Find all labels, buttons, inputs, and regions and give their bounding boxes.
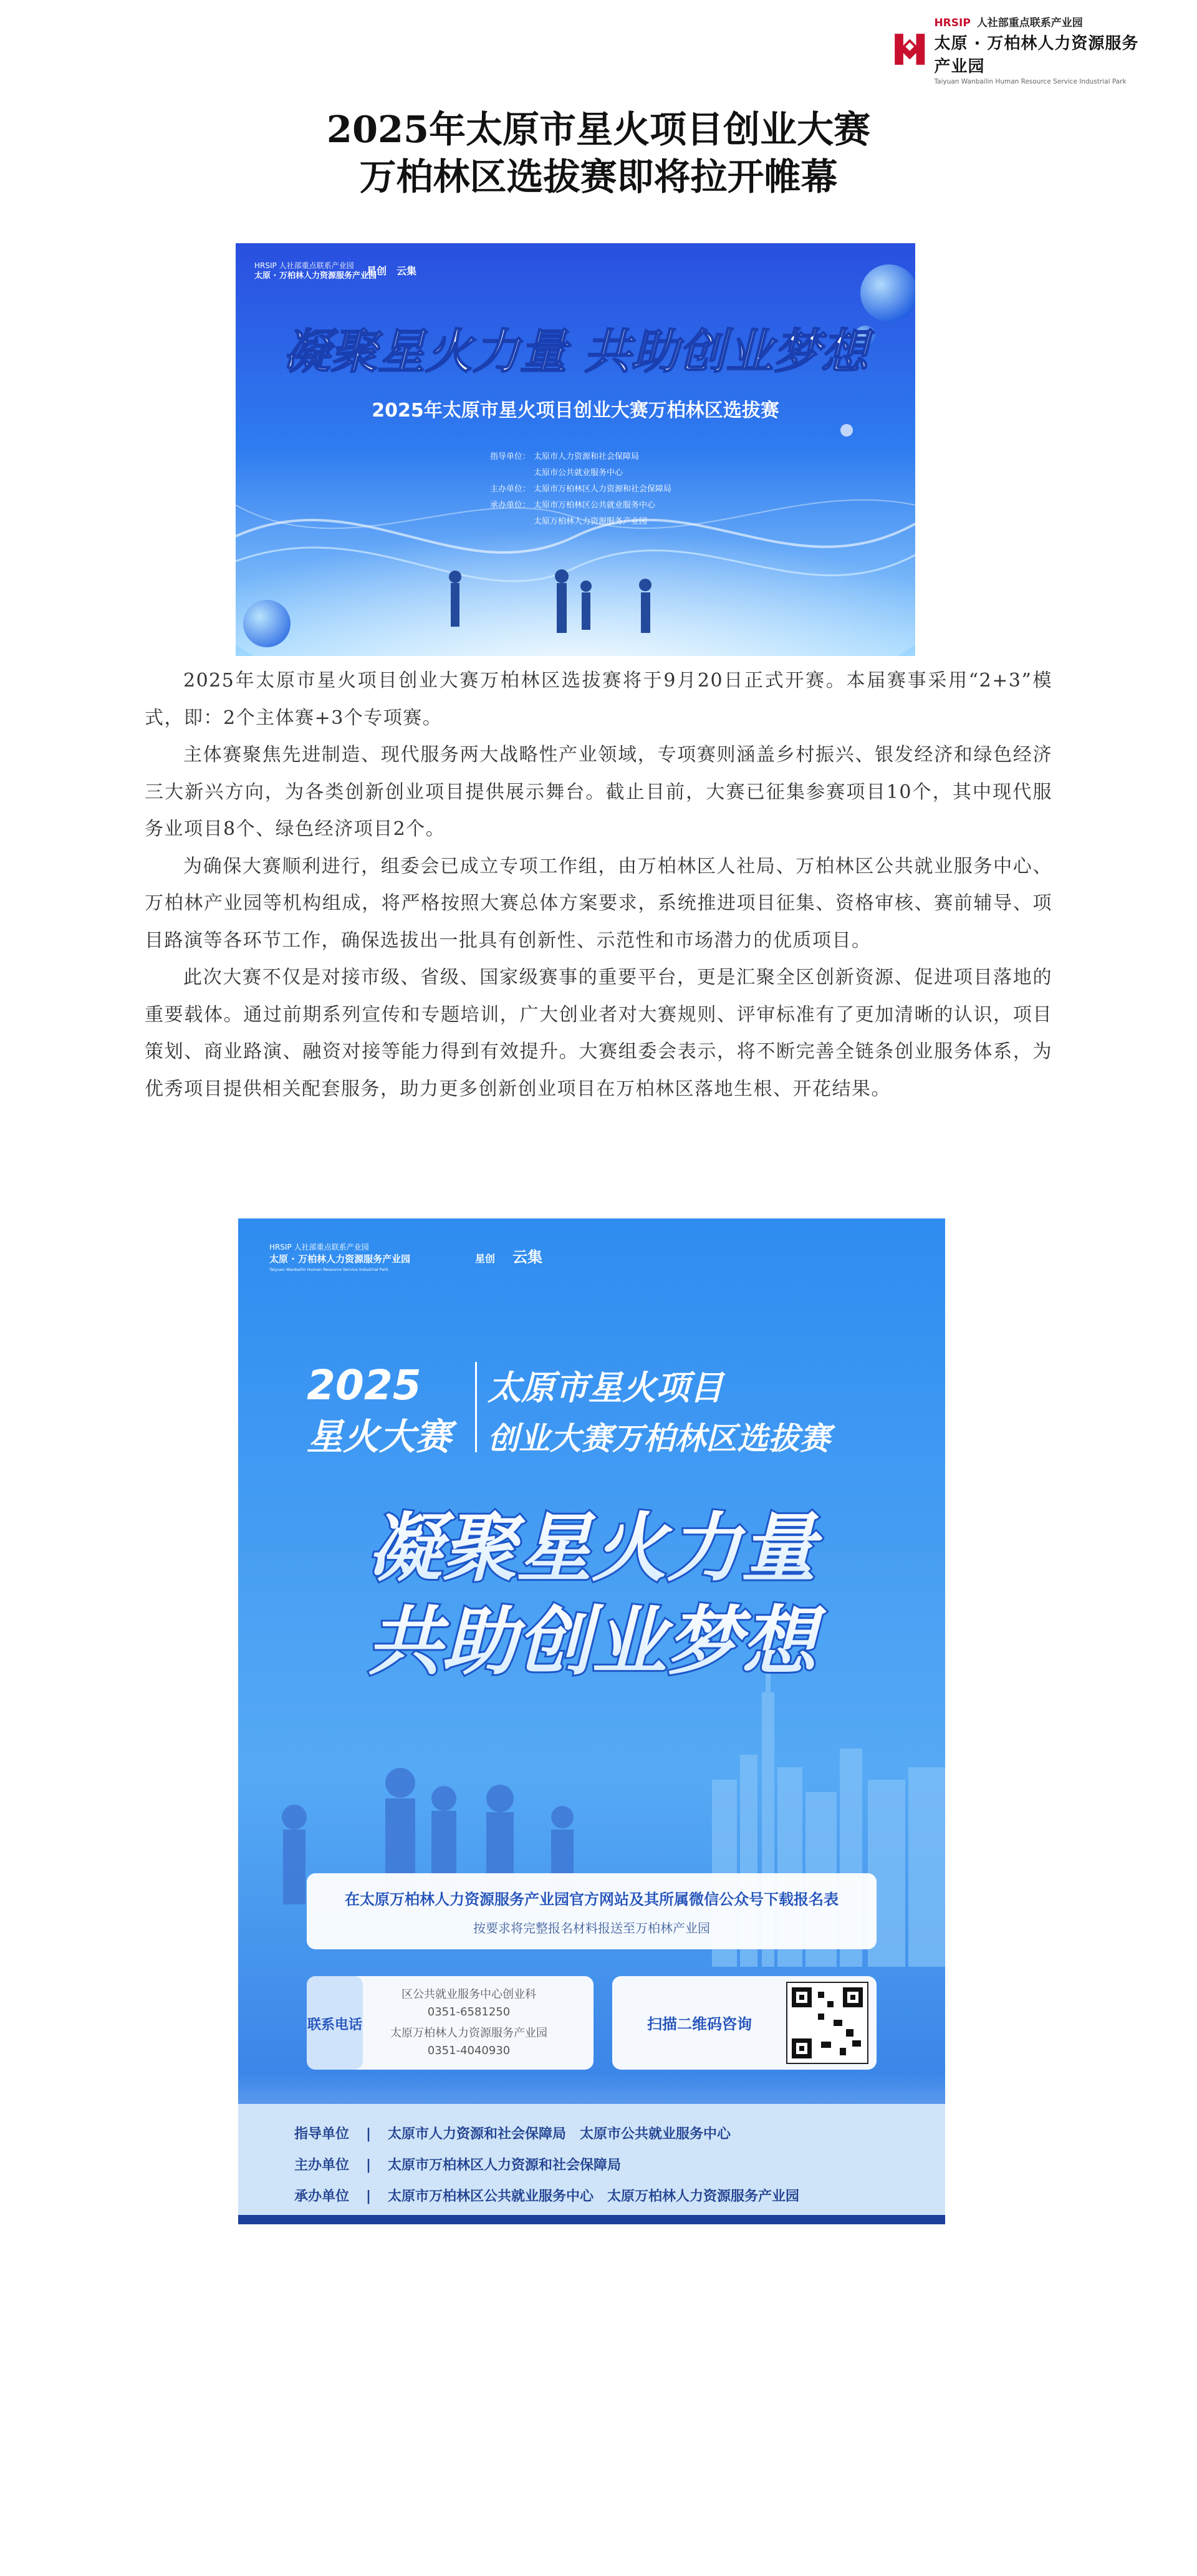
banner-logo-line2: 太原 · 万柏林人力资源服务产业园 (254, 271, 377, 281)
banner-org-label-0: 指导单位： (490, 452, 531, 461)
poster-qr-label: 扫描二维码咨询 (647, 2015, 752, 2033)
logo-name-en: Taiyuan Wanbailin Human Resource Service Industrial Park (934, 77, 1127, 85)
event-banner-image (236, 243, 915, 656)
poster-org-label-0: 指导单位 (294, 2126, 350, 2142)
poster-org-sep-2: | (366, 2189, 372, 2204)
poster-org-sep-1: | (366, 2158, 372, 2173)
poster-org-text-1: 太原市万柏林区人力资源和社会保障局 (388, 2158, 622, 2173)
poster-year: 2025 (307, 1361, 421, 1409)
paragraph-3: 为确保大赛顺利进行，组委会已成立专项工作组，由万柏林区人社局、万柏林区公共就业服务中心、万柏林产业园等机构组成，将严格按照大赛总体方案要求，系统推进项目征集、资格审核、赛前辅导、项目路演等各环节工作，确保选拔出一批具有创新性、示范性和市场潜力的优质项目。 (145, 855, 1052, 952)
poster-contact-org1: 区公共就业服务中心创业科 (401, 1988, 536, 2001)
banner-graphic (236, 243, 915, 656)
logo-brand: HRSIP (934, 16, 971, 29)
poster-org-text-0: 太原市人力资源和社会保障局 太原市公共就业服务中心 (388, 2126, 731, 2142)
logo-tagline: 人社部重点联系产业园 (976, 16, 1083, 29)
banner-slogan: 凝聚星火力量 共助创业梦想 (282, 324, 868, 379)
header-logo (892, 16, 1153, 85)
article-title (0, 106, 1197, 201)
poster-contest-line1: 太原市星火项目 (488, 1368, 723, 1407)
banner-logo-line1: HRSIP 人社部重点联系产业园 (254, 261, 354, 270)
poster-contest-line2: 创业大赛万柏林区选拔赛 (488, 1421, 830, 1457)
banner-logo-side2: 云集 (397, 265, 417, 277)
poster-contact-org2: 太原万柏林人力资源服务产业园 (390, 2027, 547, 2040)
banner-org-text-2: 太原市万柏林区人力资源和社会保障局 (534, 485, 672, 494)
event-poster-image (238, 1218, 945, 2224)
paragraph-4: 此次大赛不仅是对接市级、省级、国家级赛事的重要平台，更是汇聚全区创新资源、促进项目落地的重要载体。通过前期系列宣传和专题培训，广大创业者对大赛规则、评审标准有了更加清晰的认识，项目策划、商业路演、融资对接等能力得到有效提升。大赛组委会表示，将不断完善全链条创业服务体系，为优秀项目提供相关配套服务，助力更多创新创业项目在万柏林区落地生根、开花结果。 (145, 967, 1052, 1100)
poster-logo-side1: 星创 (475, 1253, 496, 1265)
article-body (145, 662, 1052, 1107)
poster-graphic (238, 1218, 945, 2224)
title-line-2: 万柏林区选拔赛即将拉开帷幕 (359, 155, 838, 198)
banner-org-label-3: 承办单位： (490, 501, 531, 510)
poster-org-text-2: 太原市万柏林区公共就业服务中心 太原万柏林人力资源服务产业园 (388, 2189, 800, 2204)
paragraph-2: 主体赛聚焦先进制造、现代服务两大战略性产业领域，专项赛则涵盖乡村振兴、银发经济和绿色经济三大新兴方向，为各类创新创业项目提供展示舞台。截止目前，大赛已征集参赛项目10个，其中现代服务业项目8个、绿色经济项目2个。 (145, 744, 1052, 840)
banner-org-label-2: 主办单位： (490, 485, 531, 494)
poster-contact-tel1: 0351-6581250 (427, 2005, 511, 2019)
banner-org-text-4: 太原万柏林人力资源服务产业园 (534, 517, 648, 526)
poster-org-sep-0: | (366, 2126, 372, 2142)
poster-download-sub: 按要求将完整报名材料报送至万柏林产业园 (473, 1921, 710, 1936)
poster-contest-short: 星火大赛 (307, 1416, 452, 1458)
paragraph-1: 2025年太原市星火项目创业大赛万柏林区选拔赛将于9月20日正式开赛。本届赛事采用“2+3”模式，即：2个主体赛+3个专项赛。 (145, 670, 1052, 729)
qr-code-icon (787, 1982, 868, 2063)
banner-logo-side1: 星创 (367, 265, 387, 277)
poster-contact-label: 联系电话 (307, 2017, 363, 2033)
logo-name: 太原 · 万柏林人力资源服务产业园 (934, 34, 1139, 76)
poster-slogan-line1: 凝聚星火力量 (367, 1505, 816, 1592)
poster-org-label-1: 主办单位 (294, 2158, 350, 2173)
poster-org-label-2: 承办单位 (294, 2189, 350, 2204)
title-line-1: 2025年太原市星火项目创业大赛 (326, 108, 871, 151)
poster-logo-en: Taiyuan Wanbailin Human Resource Service Industrial Park (269, 1267, 388, 1272)
banner-org-text-0: 太原市人力资源和社会保障局 (534, 452, 640, 461)
poster-logo-line2: 太原 · 万柏林人力资源服务产业园 (269, 1253, 411, 1265)
banner-org-text-3: 太原市万柏林区公共就业服务中心 (534, 501, 656, 510)
poster-contact-tel2: 0351-4040930 (427, 2044, 511, 2057)
banner-org-text-1: 太原市公共就业服务中心 (534, 468, 623, 478)
poster-logo-side2: 云集 (512, 1248, 542, 1266)
banner-event: 2025年太原市星火项目创业大赛万柏林区选拔赛 (372, 400, 779, 422)
poster-download-title: 在太原万柏林人力资源服务产业园官方网站及其所属微信公众号下载报名表 (345, 1891, 839, 1908)
hrsip-logo-icon (892, 27, 928, 71)
poster-slogan-line2: 共助创业梦想 (367, 1599, 816, 1686)
poster-logo-line1: HRSIP 人社部重点联系产业园 (269, 1243, 369, 1252)
